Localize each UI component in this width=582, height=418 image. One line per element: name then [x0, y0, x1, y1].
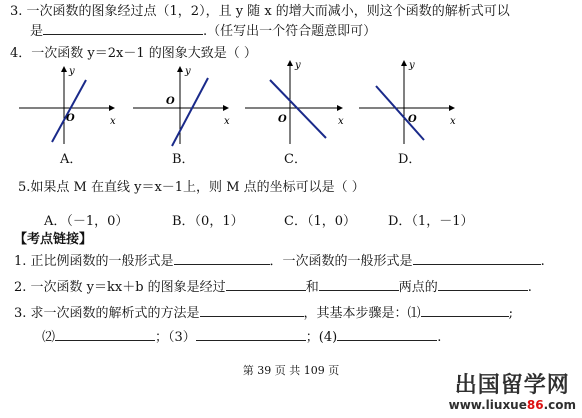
- watermark-logo: [449, 374, 576, 412]
- q5-option-a[interactable]: A．（－1，0）: [44, 214, 129, 229]
- page-footer: 第 39 页 共 109 页: [242, 364, 340, 377]
- section-title: 【考点链接】: [14, 232, 93, 247]
- watermark-url-prefix: www.liuxue: [448, 398, 527, 412]
- q3-line2: [30, 22, 376, 40]
- step3-label: ；（3）: [155, 330, 196, 345]
- q5-stem: 5.如果点 M 在直线 y＝x－1上，则 M 点的坐标可以是（ ）: [18, 180, 365, 195]
- graph-a-y-label: y: [69, 66, 75, 77]
- item3-blank-2[interactable]: [421, 304, 509, 317]
- steps-end: .: [437, 330, 442, 345]
- step4-blank[interactable]: [337, 328, 437, 341]
- graph-d: [354, 58, 464, 148]
- graph-a-x-label: x: [110, 116, 116, 127]
- graph-c-y-label: y: [295, 60, 301, 71]
- item2-mid: 和: [305, 280, 319, 295]
- graph-d-origin: O: [408, 114, 417, 125]
- graph-d-x-label: x: [450, 116, 456, 127]
- section-item-2: [14, 278, 532, 296]
- step4-label: ；(4): [305, 330, 338, 345]
- item1-prefix: 1. 正比例函数的一般形式是: [14, 254, 174, 269]
- q4-stem: 4．一次函数 y＝2x－1 的图象大致是（ ）: [10, 46, 257, 61]
- step2-blank[interactable]: [55, 328, 155, 341]
- item1-blank-2[interactable]: [413, 252, 541, 265]
- graph-b-label: B．: [172, 152, 195, 167]
- q5-option-d[interactable]: D．（1，－1）: [388, 214, 474, 229]
- item2-blank-2[interactable]: [319, 278, 399, 291]
- step2-label: ⑵: [42, 330, 56, 345]
- watermark-cn: 出国留学网: [454, 373, 570, 398]
- section-item-1: [14, 252, 545, 270]
- step3-blank[interactable]: [196, 328, 306, 341]
- q3-line1: 3. 一次函数的图象经过点（1，2），且 y 随 x 的增大而减小，则这个函数的解析式可以: [10, 4, 510, 19]
- item2-end: .: [527, 280, 532, 295]
- graph-a-label: A．: [60, 152, 83, 167]
- graph-a: [14, 64, 124, 149]
- section-item-3: [14, 304, 513, 322]
- watermark-url-red: 86: [526, 398, 544, 412]
- graph-d-y-label: y: [409, 60, 415, 71]
- steps-line: [42, 328, 441, 346]
- watermark-url-suffix: .com: [543, 398, 576, 412]
- graph-c-origin: O: [278, 114, 287, 125]
- item2-blank-1[interactable]: [226, 278, 306, 291]
- graph-c: [240, 58, 350, 148]
- item1-blank-1[interactable]: [174, 252, 270, 265]
- item1-suffix: .: [540, 254, 545, 269]
- watermark-url: [449, 398, 576, 412]
- graph-b: [128, 64, 238, 149]
- graph-b-origin: O: [166, 96, 175, 107]
- item3-suffix: ;: [508, 306, 513, 321]
- q3-answer-blank[interactable]: [43, 22, 203, 35]
- item2-suffix: 两点的: [398, 280, 438, 295]
- q5-option-b[interactable]: B．（0，1）: [172, 214, 244, 229]
- q3-line2-suffix: .（任写出一个符合题意即可）: [203, 24, 377, 39]
- q5-option-c[interactable]: C．（1，0）: [284, 214, 356, 229]
- item3-mid: ，其基本步骤是：⑴: [303, 306, 421, 321]
- item2-prefix: 2. 一次函数 y＝kx＋b 的图象是经过: [14, 280, 226, 295]
- graph-c-x-label: x: [338, 116, 344, 127]
- graph-a-origin: O: [66, 113, 75, 124]
- item2-blank-3[interactable]: [438, 278, 528, 291]
- item3-prefix: 3. 求一次函数的解析式的方法是: [14, 306, 200, 321]
- item1-mid: ．一次函数的一般形式是: [269, 254, 413, 269]
- q3-line2-prefix: 是: [30, 24, 44, 39]
- graph-d-label: D．: [398, 152, 422, 167]
- item3-blank-1[interactable]: [200, 304, 304, 317]
- graph-b-y-label: y: [185, 66, 191, 77]
- graph-c-label: C．: [284, 152, 307, 167]
- graph-b-x-label: x: [224, 116, 230, 127]
